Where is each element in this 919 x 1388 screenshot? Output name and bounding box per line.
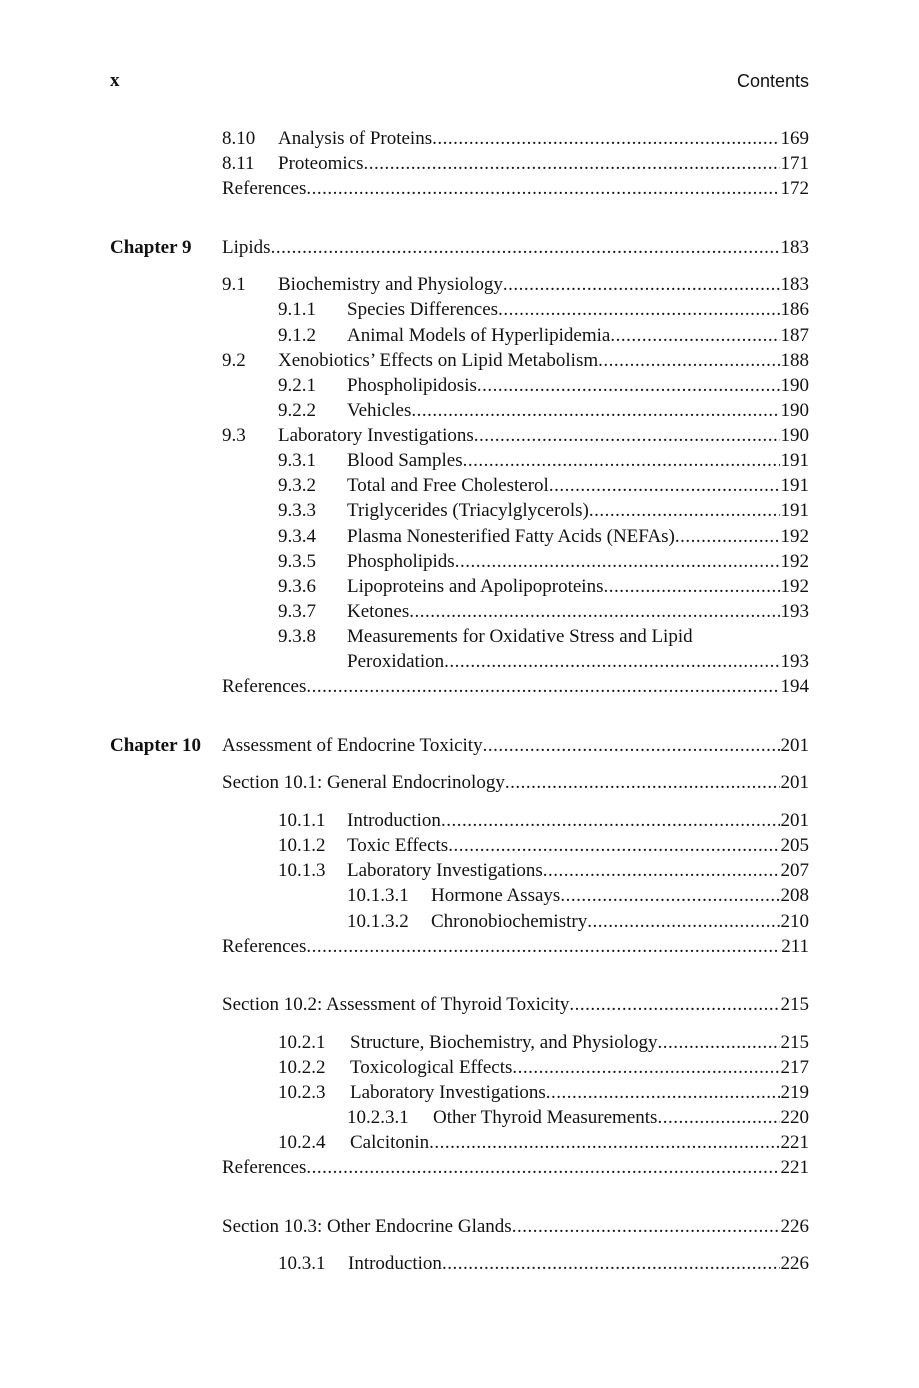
page-number-ref: 192	[780, 551, 809, 572]
toc-entry	[0, 649, 919, 674]
toc-entry	[0, 1155, 919, 1180]
entry-leader-row	[347, 398, 809, 423]
section-number: 9.1	[222, 274, 246, 295]
entry-leader-row	[347, 599, 809, 624]
dot-leader	[455, 549, 780, 574]
entry-title: Lipoproteins and Apolipoproteins	[347, 576, 604, 597]
page-number-ref: 207	[780, 860, 809, 881]
dot-leader	[658, 1030, 780, 1055]
dot-leader	[411, 398, 779, 423]
page-number-ref: 208	[780, 885, 809, 906]
dot-leader	[474, 423, 780, 448]
toc-entry	[0, 272, 919, 297]
section-number: 10.2.2	[278, 1057, 326, 1078]
entry-leader-row	[347, 858, 809, 883]
entry-title: Total and Free Cholesterol	[347, 475, 549, 496]
entry-leader-row	[431, 909, 809, 934]
toc-entry	[0, 323, 919, 348]
entry-leader-row	[278, 348, 809, 373]
page-number-ref: 215	[780, 1032, 809, 1053]
entry-leader-row	[347, 808, 809, 833]
entry-leader-row	[347, 373, 809, 398]
section-number: 9.3.3	[278, 500, 316, 521]
dot-leader	[364, 151, 780, 176]
entry-leader-row	[347, 649, 809, 674]
page-number-ref: 226	[780, 1253, 809, 1274]
entry-title: Peroxidation	[347, 651, 445, 672]
dot-leader	[598, 348, 779, 373]
page-number-ref: 186	[780, 299, 809, 320]
toc-entry	[0, 574, 919, 599]
entry-leader-row	[350, 1030, 809, 1055]
chapter-label: Chapter 10	[110, 735, 201, 756]
section-number: 10.1.1	[278, 810, 326, 831]
page-number-ref: 190	[780, 375, 809, 396]
toc-entry	[0, 934, 919, 959]
entry-title: Vehicles	[347, 400, 412, 421]
entry-leader-row	[222, 1214, 809, 1239]
dot-leader	[512, 1214, 780, 1239]
page-number-ref: 201	[780, 772, 809, 793]
entry-title: Hormone Assays	[431, 885, 561, 906]
entry-title: Biochemistry and Physiology	[278, 274, 503, 295]
section-number: 10.1.3.2	[347, 911, 409, 932]
toc-entry	[0, 770, 919, 795]
toc-entry	[0, 992, 919, 1017]
page-number-ref: 193	[780, 651, 809, 672]
entry-title: Introduction	[347, 810, 441, 831]
entry-title: Blood Samples	[347, 450, 463, 471]
page-number: x	[110, 70, 120, 91]
entry-title: Triglycerides (Triacylglycerols)	[347, 500, 589, 521]
dot-leader	[306, 176, 779, 201]
entry-title: Laboratory Investigations	[278, 425, 474, 446]
entry-leader-row	[278, 423, 809, 448]
section-number: 9.1.1	[278, 299, 316, 320]
toc-entry	[0, 1105, 919, 1130]
page-number-ref: 226	[780, 1216, 809, 1237]
entry-leader-row	[222, 992, 809, 1017]
entry-title: Analysis of Proteins	[278, 128, 433, 149]
page-number-ref: 210	[780, 911, 809, 932]
dot-leader	[610, 323, 779, 348]
entry-title: Toxic Effects	[347, 835, 449, 856]
dot-leader	[409, 599, 779, 624]
entry-leader-row	[347, 549, 809, 574]
toc-entry	[0, 599, 919, 624]
chapter-label: Chapter 9	[110, 237, 192, 258]
dot-leader	[429, 1130, 779, 1155]
dot-leader	[560, 883, 779, 908]
toc-entry	[0, 674, 919, 699]
dot-leader	[569, 992, 779, 1017]
entry-leader-row	[278, 151, 809, 176]
section-number: 9.3.5	[278, 551, 316, 572]
toc-entry	[0, 297, 919, 322]
entry-leader-row	[347, 574, 809, 599]
dot-leader	[549, 473, 780, 498]
entry-leader-row	[222, 733, 809, 758]
dot-leader	[442, 1251, 780, 1276]
dot-leader	[543, 858, 780, 883]
dot-leader	[498, 297, 779, 322]
section-number: 9.3.8	[278, 626, 316, 647]
entry-leader-row	[222, 934, 809, 959]
toc-entry	[0, 883, 919, 908]
section-number: 8.10	[222, 128, 256, 149]
dot-leader	[463, 448, 780, 473]
entry-leader-row	[350, 1130, 809, 1155]
toc-entry	[0, 348, 919, 373]
entry-title: Toxicological Effects	[350, 1057, 513, 1078]
toc-entry	[0, 909, 919, 934]
dot-leader	[306, 674, 779, 699]
entry-leader-row	[347, 323, 809, 348]
running-header	[110, 70, 809, 94]
toc-entry	[0, 858, 919, 883]
section-number: 9.3	[222, 425, 246, 446]
entry-leader-row	[222, 674, 809, 699]
entry-title: Phospholipidosis	[347, 375, 477, 396]
toc-entry	[0, 1214, 919, 1239]
entry-title: Xenobiotics’ Effects on Lipid Metabolism	[278, 350, 599, 371]
entry-leader-row	[348, 1251, 809, 1276]
entry-leader-row	[347, 524, 809, 549]
section-number: 9.3.6	[278, 576, 316, 597]
entry-leader-row	[431, 883, 809, 908]
page-number-ref: 171	[780, 153, 809, 174]
page-number-ref: 192	[780, 576, 809, 597]
dot-leader	[306, 1155, 779, 1180]
dot-leader	[483, 733, 780, 758]
page-number-ref: 192	[780, 526, 809, 547]
page-number-ref: 172	[780, 178, 809, 199]
page-number-ref: 190	[780, 400, 809, 421]
entry-leader-row	[347, 448, 809, 473]
page-number-ref: 190	[780, 425, 809, 446]
toc-entry	[0, 1080, 919, 1105]
entry-title: Phospholipids	[347, 551, 455, 572]
page-number-ref: 217	[780, 1057, 809, 1078]
toc-entry	[0, 1130, 919, 1155]
toc-entry	[0, 624, 919, 649]
entry-title: Section 10.2: Assessment of Thyroid Toxicity	[222, 994, 570, 1015]
section-number: 9.1.2	[278, 325, 316, 346]
entry-leader-row	[222, 176, 809, 201]
section-number: 9.3.7	[278, 601, 316, 622]
entry-leader-row	[350, 1080, 809, 1105]
entry-title: Assessment of Endocrine Toxicity	[222, 735, 483, 756]
dot-leader	[444, 649, 779, 674]
page-number-ref: 211	[781, 936, 809, 957]
dot-leader	[546, 1080, 780, 1105]
toc-entry	[0, 448, 919, 473]
page-number-ref: 191	[780, 475, 809, 496]
toc-entry	[0, 524, 919, 549]
entry-title: Ketones	[347, 601, 410, 622]
entry-leader-row	[222, 1155, 809, 1180]
entry-leader-row	[347, 498, 809, 523]
entry-title: Calcitonin	[350, 1132, 430, 1153]
toc-entry	[0, 808, 919, 833]
page-number-ref: 169	[780, 128, 809, 149]
entry-title: Animal Models of Hyperlipidemia	[347, 325, 611, 346]
entry-title: Introduction	[348, 1253, 442, 1274]
entry-title: Section 10.1: General Endocrinology	[222, 772, 505, 793]
dot-leader	[505, 770, 780, 795]
entry-title: Structure, Biochemistry, and Physiology	[350, 1032, 658, 1053]
toc-entry	[0, 1251, 919, 1276]
toc-entry	[0, 473, 919, 498]
section-number: 10.3.1	[278, 1253, 326, 1274]
page-number-ref: 201	[780, 810, 809, 831]
section-number: 10.1.3	[278, 860, 326, 881]
toc-entry	[0, 423, 919, 448]
dot-leader	[503, 272, 780, 297]
section-number: 10.2.1	[278, 1032, 326, 1053]
running-title: Contents	[736, 71, 809, 91]
entry-title: Section 10.3: Other Endocrine Glands	[222, 1216, 512, 1237]
section-number: 10.2.3.1	[347, 1107, 409, 1128]
dot-leader	[589, 498, 780, 523]
entry-title: Chronobiochemistry	[431, 911, 588, 932]
section-number: 10.1.3.1	[347, 885, 409, 906]
entry-title: Proteomics	[278, 153, 364, 174]
toc-entry	[0, 1030, 919, 1055]
entry-title: Lipids	[222, 237, 271, 258]
entry-leader-row	[347, 833, 809, 858]
toc-entry	[0, 235, 919, 260]
entry-leader-row	[278, 126, 809, 151]
entry-title: References	[222, 936, 307, 957]
entry-title: Plasma Nonesterified Fatty Acids (NEFAs)	[347, 526, 675, 547]
page-number-ref: 183	[780, 237, 809, 258]
page-number-ref: 191	[780, 500, 809, 521]
entry-title: References	[222, 178, 307, 199]
section-number: 9.3.1	[278, 450, 316, 471]
entry-leader-row	[222, 235, 809, 260]
section-number: 10.2.3	[278, 1082, 326, 1103]
entry-title: Measurements for Oxidative Stress and Lipid	[347, 626, 693, 647]
page-number-ref: 191	[780, 450, 809, 471]
dot-leader	[271, 235, 780, 260]
dot-leader	[603, 574, 779, 599]
page-number-ref: 194	[780, 676, 809, 697]
entry-leader-row	[350, 1055, 809, 1080]
section-number: 9.2	[222, 350, 246, 371]
section-number: 10.1.2	[278, 835, 326, 856]
entry-leader-row	[347, 473, 809, 498]
section-number: 10.2.4	[278, 1132, 326, 1153]
entry-leader-row	[278, 272, 809, 297]
page-number-ref: 221	[780, 1157, 809, 1178]
toc-entry	[0, 1055, 919, 1080]
dot-leader	[675, 524, 780, 549]
entry-leader-row	[433, 1105, 809, 1130]
page-number-ref: 201	[780, 735, 809, 756]
toc-entry	[0, 398, 919, 423]
entry-leader-row	[222, 770, 809, 795]
toc-entry	[0, 126, 919, 151]
entry-title: Species Differences	[347, 299, 499, 320]
toc-entry	[0, 733, 919, 758]
page-number-ref: 183	[780, 274, 809, 295]
dot-leader	[432, 126, 779, 151]
toc-entry	[0, 151, 919, 176]
page-number-ref: 187	[780, 325, 809, 346]
entry-title: Laboratory Investigations	[350, 1082, 546, 1103]
dot-leader	[587, 909, 779, 934]
toc-entry	[0, 498, 919, 523]
page-number-ref: 221	[780, 1132, 809, 1153]
entry-title: Other Thyroid Measurements	[433, 1107, 658, 1128]
dot-leader	[306, 934, 780, 959]
toc-entry	[0, 176, 919, 201]
dot-leader	[448, 833, 779, 858]
entry-title: Laboratory Investigations	[347, 860, 543, 881]
dot-leader	[657, 1105, 779, 1130]
entry-title: References	[222, 676, 307, 697]
toc-entry	[0, 833, 919, 858]
page-number-ref: 215	[780, 994, 809, 1015]
entry-title: References	[222, 1157, 307, 1178]
toc-entry	[0, 549, 919, 574]
dot-leader	[441, 808, 780, 833]
section-number: 8.11	[222, 153, 255, 174]
page-number-ref: 220	[780, 1107, 809, 1128]
toc-entry	[0, 373, 919, 398]
dot-leader	[512, 1055, 779, 1080]
section-number: 9.3.2	[278, 475, 316, 496]
page-number-ref: 205	[780, 835, 809, 856]
page-number-ref: 193	[780, 601, 809, 622]
page-number-ref: 219	[780, 1082, 809, 1103]
dot-leader	[477, 373, 780, 398]
section-number: 9.3.4	[278, 526, 316, 547]
section-number: 9.2.2	[278, 400, 316, 421]
section-number: 9.2.1	[278, 375, 316, 396]
page-number-ref: 188	[780, 350, 809, 371]
entry-leader-row	[347, 297, 809, 322]
